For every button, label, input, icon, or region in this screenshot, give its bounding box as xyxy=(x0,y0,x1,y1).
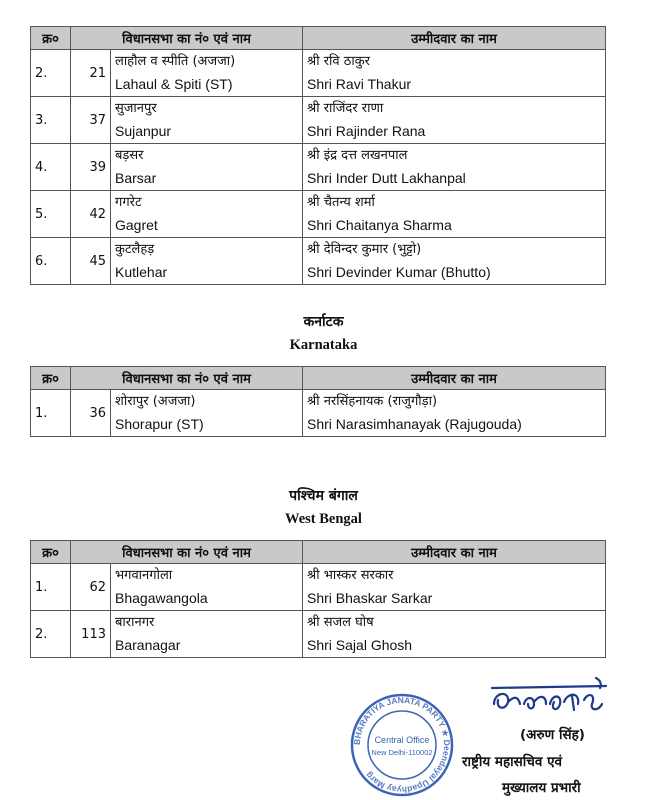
header-sno: क्र० xyxy=(31,367,71,390)
candidate-name-english: Shri Bhaskar Sarkar xyxy=(307,590,433,606)
candidate-name-hindi: श्री राजिंदर राणा xyxy=(307,101,384,116)
constituency-name-hindi: बारानगर xyxy=(115,615,155,630)
candidate-name-hindi: श्री रवि ठाकुर xyxy=(307,54,370,69)
row-constituency-number: 62 xyxy=(71,564,111,611)
table-row xyxy=(31,191,606,238)
header-candidate: उम्मीदवार का नाम xyxy=(303,541,606,564)
party-office-stamp xyxy=(348,693,456,797)
row-constituency-number: 37 xyxy=(71,97,111,144)
row-constituency xyxy=(111,611,303,658)
west-bengal-table xyxy=(30,540,606,658)
row-sno: 5. xyxy=(31,191,71,238)
stamp-center-line2: New Delhi-110002 xyxy=(371,748,433,757)
constituency-name-hindi: कुटलैहड़ xyxy=(115,242,155,257)
state-title-hindi: पश्चिम बंगाल xyxy=(289,488,358,504)
row-candidate xyxy=(303,191,606,238)
state-title-english: Karnataka xyxy=(289,337,358,353)
table-row xyxy=(31,50,606,97)
row-constituency-number: 39 xyxy=(71,144,111,191)
constituency-name-english: Gagret xyxy=(115,217,158,233)
signature-mark xyxy=(488,674,608,722)
stamp-outer-text: BHARATIYA JANATA PARTY ★ Deendayal Upadhyay Marg xyxy=(351,694,453,796)
state-title-hindi: कर्नाटक xyxy=(303,314,344,330)
constituency-name-hindi: लाहौल व स्पीति (अजजा) xyxy=(115,54,236,69)
header-sno: क्र० xyxy=(31,27,71,50)
row-constituency xyxy=(111,390,303,437)
header-sno: क्र० xyxy=(31,541,71,564)
row-candidate xyxy=(303,611,606,658)
row-candidate xyxy=(303,390,606,437)
row-constituency xyxy=(111,97,303,144)
candidate-name-hindi: श्री इंद्र दत्त लखनपाल xyxy=(307,148,408,163)
table-row xyxy=(31,390,606,437)
row-constituency xyxy=(111,50,303,97)
constituency-name-english: Lahaul & Spiti (ST) xyxy=(115,76,233,92)
svg-text:BHARATIYA JANATA PARTY ★ Deend xyxy=(352,695,452,795)
signatory-name: (अरुण सिंह) xyxy=(520,727,585,743)
candidate-name-english: Shri Sajal Ghosh xyxy=(307,637,413,653)
row-constituency xyxy=(111,144,303,191)
row-constituency xyxy=(111,238,303,285)
row-constituency-number: 42 xyxy=(71,191,111,238)
row-sno: 2. xyxy=(31,50,71,97)
header-candidate: उम्मीदवार का नाम xyxy=(303,367,606,390)
constituency-name-hindi: सुजानपुर xyxy=(115,101,157,116)
candidate-name-english: Shri Narasimhanayak (Rajugouda) xyxy=(307,416,522,432)
row-constituency-number: 21 xyxy=(71,50,111,97)
state-title-english: West Bengal xyxy=(285,511,362,527)
candidate-name-hindi: श्री देविन्दर कुमार (भुट्टो) xyxy=(307,242,422,257)
table-row xyxy=(31,97,606,144)
constituency-name-hindi: भगवानगोला xyxy=(115,568,173,583)
table-row xyxy=(31,238,606,285)
constituency-name-hindi: शोरापुर (अजजा) xyxy=(115,394,196,409)
signatory-designation-line1: राष्ट्रीय महासचिव एवं xyxy=(462,754,563,770)
candidate-name-english: Shri Inder Dutt Lakhanpal xyxy=(307,170,466,186)
constituency-name-english: Shorapur (ST) xyxy=(115,416,204,432)
row-candidate xyxy=(303,238,606,285)
candidate-name-english: Shri Ravi Thakur xyxy=(307,76,412,92)
row-sno: 2. xyxy=(31,611,71,658)
row-constituency-number: 113 xyxy=(71,611,111,658)
row-candidate xyxy=(303,50,606,97)
row-sno: 4. xyxy=(31,144,71,191)
candidate-name-hindi: श्री नरसिंहनायक (राजुगौड़ा) xyxy=(307,394,438,409)
table-row xyxy=(31,564,606,611)
header-constituency: विधानसभा का नं० एवं नाम xyxy=(71,27,303,50)
candidate-name-hindi: श्री चैतन्य शर्मा xyxy=(307,195,375,210)
table-header-row xyxy=(31,367,606,390)
candidate-name-english: Shri Chaitanya Sharma xyxy=(307,217,452,233)
row-sno: 3. xyxy=(31,97,71,144)
constituency-name-hindi: गगरेट xyxy=(115,195,142,210)
table-header-row xyxy=(31,27,606,50)
constituency-name-english: Sujanpur xyxy=(115,123,172,139)
row-sno: 1. xyxy=(31,390,71,437)
signatory-designation-line2: मुख्यालय प्रभारी xyxy=(502,780,581,796)
constituency-name-english: Barsar xyxy=(115,170,157,186)
himachal-table xyxy=(30,26,606,285)
header-candidate: उम्मीदवार का नाम xyxy=(303,27,606,50)
table-row xyxy=(31,611,606,658)
table-row xyxy=(31,144,606,191)
row-candidate xyxy=(303,564,606,611)
stamp-center-line1: Central Office xyxy=(374,735,430,745)
candidate-name-hindi: श्री सजल घोष xyxy=(307,615,374,630)
constituency-name-hindi: बड़सर xyxy=(115,148,144,163)
row-candidate xyxy=(303,144,606,191)
candidate-name-english: Shri Devinder Kumar (Bhutto) xyxy=(307,264,491,280)
row-sno: 6. xyxy=(31,238,71,285)
candidate-name-hindi: श्री भास्कर सरकार xyxy=(307,568,394,583)
constituency-name-english: Bhagawangola xyxy=(115,590,208,606)
row-sno: 1. xyxy=(31,564,71,611)
row-constituency-number: 36 xyxy=(71,390,111,437)
table-header-row xyxy=(31,541,606,564)
row-constituency xyxy=(111,191,303,238)
row-constituency xyxy=(111,564,303,611)
constituency-name-english: Baranagar xyxy=(115,637,181,653)
candidate-name-english: Shri Rajinder Rana xyxy=(307,123,426,139)
row-candidate xyxy=(303,97,606,144)
karnataka-table xyxy=(30,366,606,437)
constituency-name-english: Kutlehar xyxy=(115,264,168,280)
header-constituency: विधानसभा का नं० एवं नाम xyxy=(71,541,303,564)
row-constituency-number: 45 xyxy=(71,238,111,285)
header-constituency: विधानसभा का नं० एवं नाम xyxy=(71,367,303,390)
